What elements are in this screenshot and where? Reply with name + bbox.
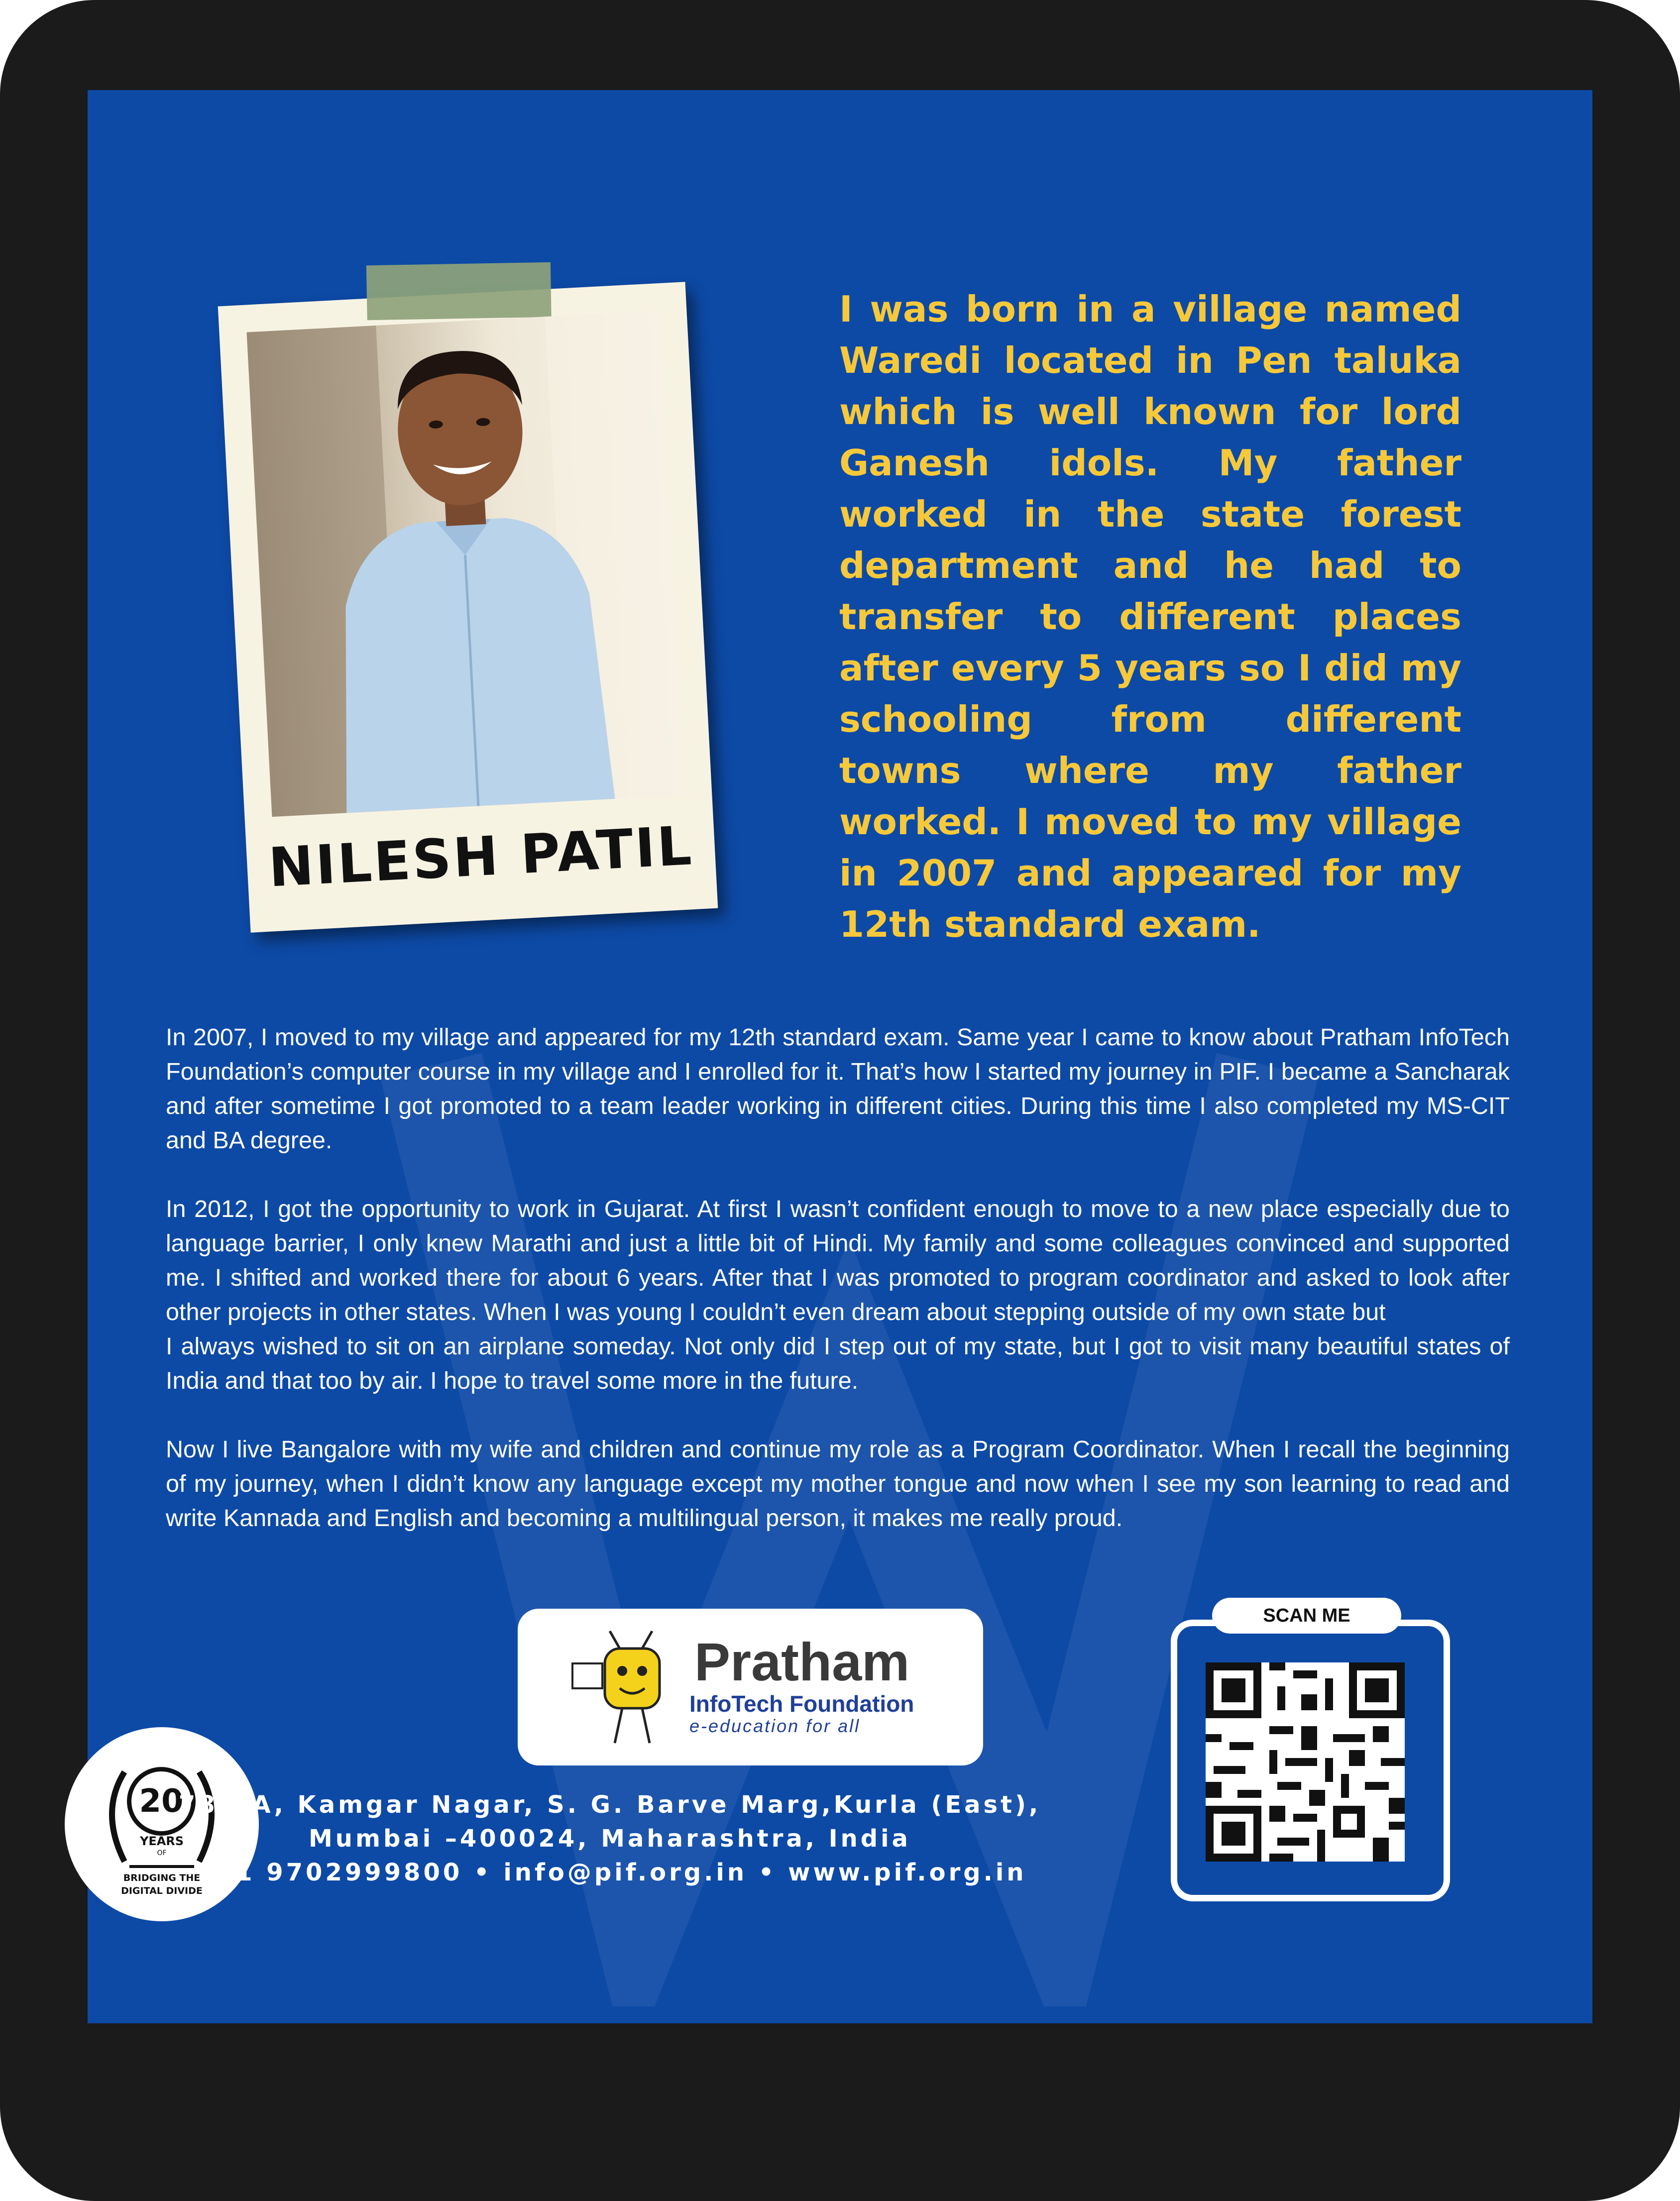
mascot-icon xyxy=(567,1629,687,1753)
pratham-logo-card xyxy=(518,1609,983,1765)
logo-subtitle: InfoTech Foundation xyxy=(689,1691,914,1717)
story-paragraph-2a: In 2012, I got the opportunity to work in Gujarat. At first I wasn’t confident enough to move to a new place especially due to language barrier, I only knew Marathi and just a little bit of Hindi. My family and some colleagues convinced and supported me. I shifted and worked there for about 6 years. After that I was promoted to program coordinator and asked to look after other projects in other states. When I was young I couldn’t even dream about stepping outside of my own state but xyxy=(166,1196,1510,1325)
badge-number: 20 xyxy=(127,1767,196,1836)
badge-of: OF xyxy=(157,1849,167,1857)
address-line-1: 78 / A, Kamgar Nagar, S. G. Barve Marg,Kurla (East), xyxy=(178,1791,1041,1819)
badge-tagline-2: DIGITAL DIVIDE xyxy=(121,1885,203,1896)
person-name: NILESH PATIL xyxy=(267,815,695,899)
logo-tagline: e-education for all xyxy=(689,1716,861,1736)
profile-photo-card xyxy=(218,282,718,932)
address-line-2: Mumbai –400024, Maharashtra, India xyxy=(309,1825,911,1853)
contact-line: +91 9702999800 • info@pif.org.in • www.pif.org.in xyxy=(193,1859,1027,1886)
story-paragraph-1: In 2007, I moved to my village and appeared for my 12th standard exam. Same year I came to know about Pratham InfoTech Foundation’s computer course in my village and I enrolled for it. That’s how I started my journey in PIF. I became a Sancharak and after sometime I got promoted to a team leader working in different cities. During this time I also completed my MS-CIT and BA degree. xyxy=(166,1024,1510,1154)
story-paragraph-2b: I always wished to sit on an airplane someday. Not only did I step out of my state, but I got to visit many beautiful states of India and that too by air. I hope to travel some more in the future. xyxy=(166,1333,1510,1394)
tape-strip xyxy=(366,262,552,320)
person-illustration xyxy=(246,311,684,817)
intro-quote: I was born in a village named Waredi located in Pen taluka which is well known for lord Ganesh idols. My father worked in the state forest department and he had to transfer to different places after every 5 years so I did my schooling from different towns where my father worked. I moved to my village in 2007 and appeared for my 12th standard exam. xyxy=(839,288,1461,945)
story-paragraph-2 xyxy=(166,1192,1510,1398)
story-body xyxy=(166,1020,1510,1570)
badge-years: YEARS xyxy=(139,1834,184,1848)
scan-me-label: SCAN ME xyxy=(1212,1598,1401,1634)
logo-title: Pratham xyxy=(694,1632,910,1692)
profile-photo xyxy=(246,311,684,817)
qr-code-icon[interactable] xyxy=(1206,1662,1405,1862)
anniversary-badge xyxy=(65,1727,259,1921)
badge-tagline-1: BRIDGING THE xyxy=(123,1872,201,1883)
story-paragraph-3: Now I live Bangalore with my wife and children and continue my role as a Program Coordinator. When I recall the beginning of my journey, when I didn’t know any language except my mother tongue and now when I see my son learning to read and write Kannada and English and becoming a multilingual person, it makes me really proud. xyxy=(166,1436,1510,1532)
